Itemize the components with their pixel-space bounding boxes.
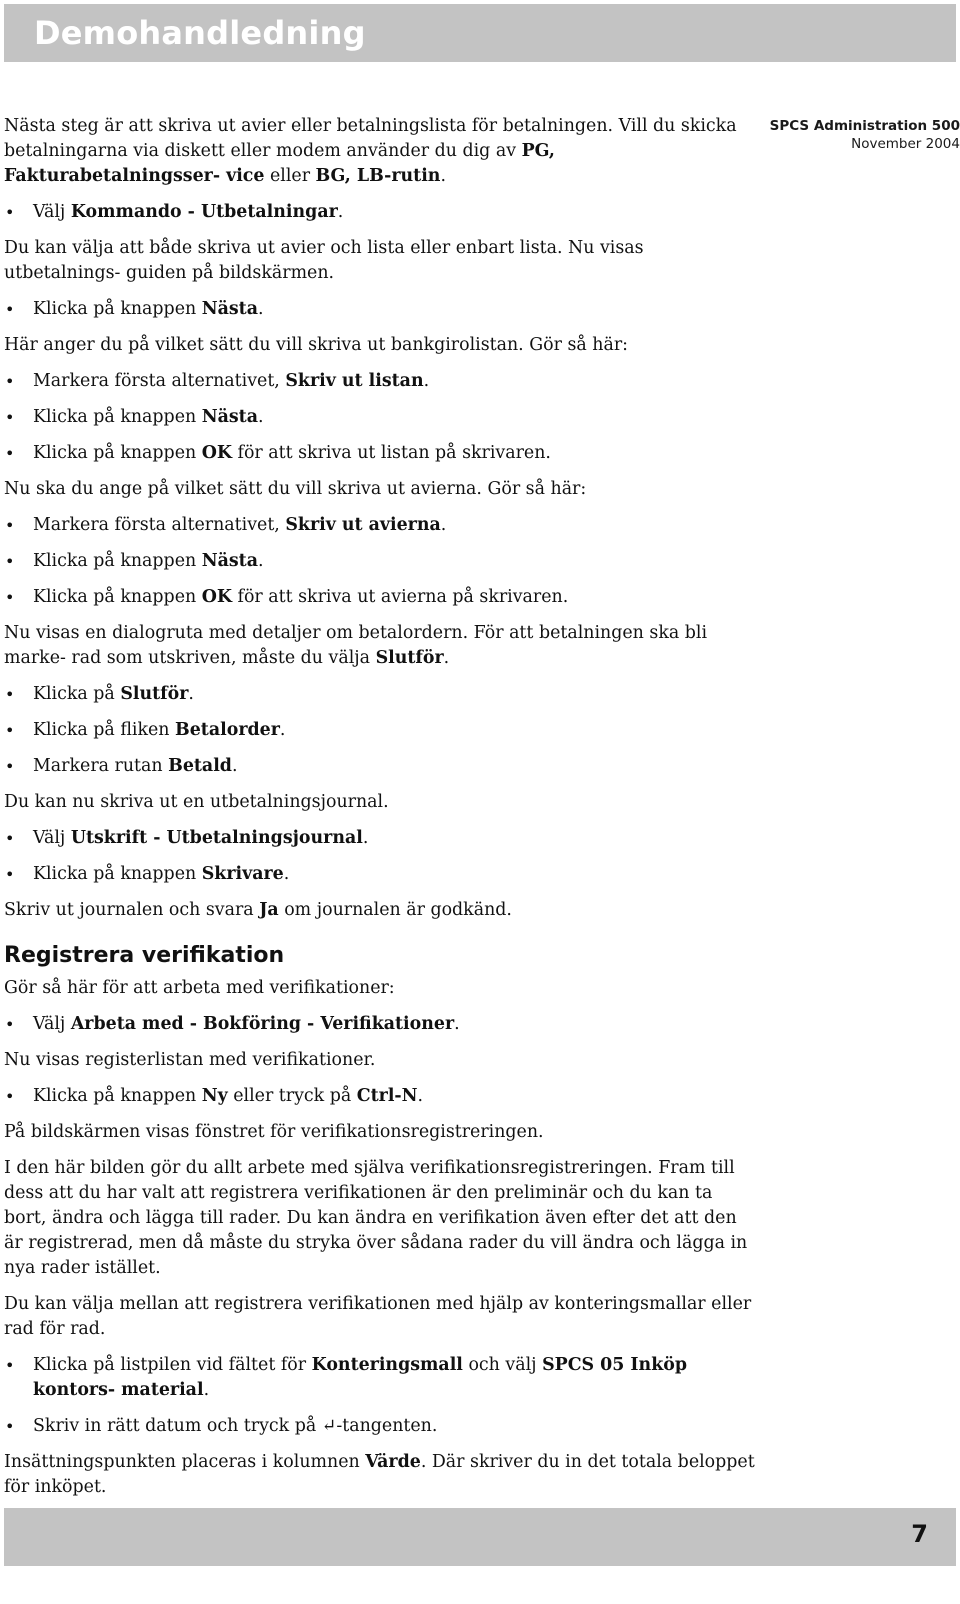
list-item: • Klicka på knappen Nästa.	[4, 405, 756, 430]
bullet-icon: •	[5, 203, 15, 222]
bullet-icon: •	[5, 757, 15, 776]
list-item: • Klicka på knappen OK för att skriva ut avierna på skrivaren.	[4, 585, 756, 610]
paragraph: Här anger du på vilket sätt du vill skriva ut bankgirolistan. Gör så här:	[4, 335, 629, 355]
publication-date: November 2004	[851, 136, 960, 152]
bullet-icon: •	[5, 1417, 15, 1436]
paragraph: Gör så här för att arbeta med verifikationer:	[4, 978, 395, 998]
document-meta	[740, 118, 960, 153]
bullet-icon: •	[5, 552, 15, 571]
paragraph: Du kan nu skriva ut en utbetalningsjournal.	[4, 792, 389, 812]
bullet-icon: •	[5, 372, 15, 391]
bullet-icon: •	[5, 588, 15, 607]
list-item: • Markera första alternativet, Skriv ut avierna.	[4, 513, 756, 538]
enter-key-icon: ↵	[321, 1416, 337, 1436]
paragraph: Du kan välja mellan att registrera verifikationen med hjälp av konteringsmallar eller rad för rad.	[4, 1294, 752, 1339]
bullet-icon: •	[5, 1015, 15, 1034]
list-item: • Markera första alternativet, Skriv ut listan.	[4, 369, 756, 394]
paragraph: Skriv ut journalen och svara Ja om journalen är godkänd.	[4, 900, 512, 920]
page-title: Demohandledning	[34, 14, 366, 52]
bullet-icon: •	[5, 1356, 15, 1375]
paragraph: Insättningspunkten placeras i kolumnen Värde. Där skriver du in det totala beloppet för inköpet.	[4, 1452, 755, 1497]
paragraph: Nu visas en dialogruta med detaljer om betalordern. För att betalningen ska bli marke- rad som utskriven, måste du välja Slutför.	[4, 623, 708, 668]
page-number: 7	[911, 1520, 928, 1548]
bullet-icon: •	[5, 1087, 15, 1106]
bullet-icon: •	[5, 685, 15, 704]
paragraph: Nästa steg är att skriva ut avier eller betalningslista för betalningen. Vill du skicka betalningarna via diskett eller modem använder du dig av PG, Fakturabetalningsser- vice eller BG, LB-rutin.	[4, 116, 737, 186]
bullet-icon: •	[5, 829, 15, 848]
bullet-icon: •	[5, 516, 15, 535]
paragraph: Du kan välja att både skriva ut avier och lista eller enbart lista. Nu visas utbetalnings- guiden på bildskärmen.	[4, 238, 644, 283]
list-item: • Klicka på knappen Nästa.	[4, 297, 756, 322]
list-item: • Klicka på knappen OK för att skriva ut listan på skrivaren.	[4, 441, 756, 466]
section-heading: Registrera verifikation	[4, 943, 285, 968]
paragraph: På bildskärmen visas fönstret för verifikationsregistreringen.	[4, 1122, 544, 1142]
paragraph: Nu visas registerlistan med verifikationer.	[4, 1050, 376, 1070]
bullet-icon: •	[5, 300, 15, 319]
list-item: • Klicka på listpilen vid fältet för Konteringsmall och välj SPCS 05 Inköp kontors- material.	[5, 1355, 688, 1400]
list-item: • Klicka på knappen Skrivare.	[4, 862, 756, 887]
list-item: • Klicka på Slutför.	[4, 682, 756, 707]
bullet-icon: •	[5, 408, 15, 427]
list-item: • Klicka på fliken Betalorder.	[4, 718, 756, 743]
list-item: • Klicka på knappen Nästa.	[4, 549, 756, 574]
list-item: • Skriv in rätt datum och tryck på ↵-tangenten.	[4, 1414, 756, 1439]
bullet-icon: •	[5, 444, 15, 463]
header-bar	[4, 4, 956, 62]
list-item: • Välj Kommando - Utbetalningar.	[4, 200, 756, 225]
paragraph: I den här bilden gör du allt arbete med själva verifikationsregistreringen. Fram till dess att du har valt att registrera verifikationen är den preliminär och du kan ta bort, ändra och lägga till rader. Du kan ändra en verifikation även efter det att den är registrerad, men då måste du stryka över sådana rader du vill ändra och lägga in nya rader istället.	[4, 1158, 748, 1278]
bullet-icon: •	[5, 865, 15, 884]
product-name: SPCS Administration 500	[769, 118, 960, 134]
footer-bar	[4, 1508, 956, 1566]
list-item: • Klicka på knappen Ny eller tryck på Ctrl-N.	[4, 1084, 756, 1109]
paragraph: Nu ska du ange på vilket sätt du vill skriva ut avierna. Gör så här:	[4, 479, 587, 499]
list-item: • Välj Arbeta med - Bokföring - Verifikationer.	[4, 1012, 756, 1037]
document-body	[4, 114, 756, 1547]
list-item: • Markera rutan Betald.	[4, 754, 756, 779]
bullet-icon: •	[5, 721, 15, 740]
list-item: • Välj Utskrift - Utbetalningsjournal.	[4, 826, 756, 851]
